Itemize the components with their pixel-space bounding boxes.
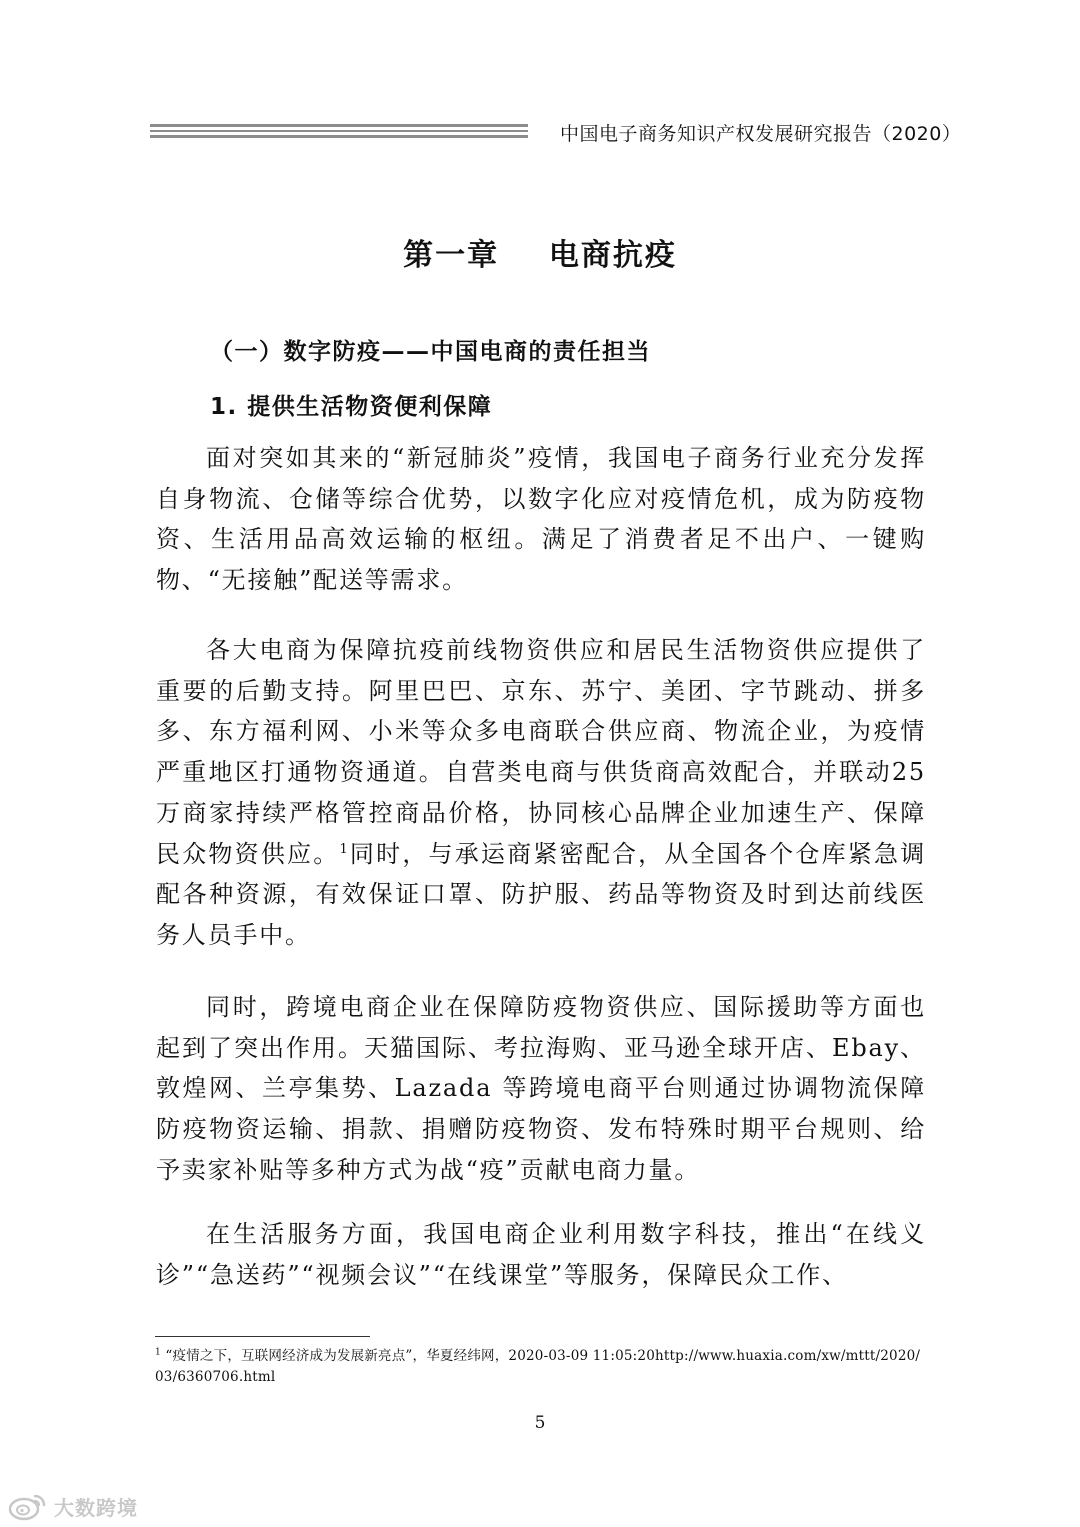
page-number: 5: [534, 1413, 546, 1433]
watermark: [8, 1489, 178, 1523]
footnote-text: “疫情之下，互联网经济成为发展新亮点”，华夏经纬网，2020-03-09 11:05:20http://www.huaxia.com/xw/mttt/2020/03/6360706.html: [155, 1348, 921, 1385]
body-paragraph-3: [156, 987, 926, 1191]
watermark-text: 大数跨境: [54, 1495, 138, 1520]
body-paragraph-4: [156, 1214, 926, 1295]
paragraph-3-text: 同时，跨境电商企业在保障防疫物资供应、国际援助等方面也起到了突出作用。天猫国际、考拉海购、亚马逊全球开店、Ebay、敦煌网、兰亭集势、Lazada 等跨境电商平台则通过协调物流保障防疫物资运输、捐款、捐赠防疫物资、发布特殊时期平台规则、给予卖家补贴等多种方式为战“疫”贡献电商力量。: [156, 993, 926, 1184]
body-paragraph-2: [156, 630, 926, 956]
header-rule: [150, 124, 528, 140]
running-header-title: 中国电子商务知识产权发展研究报告（2020）: [560, 123, 962, 145]
paragraph-4-text: 在生活服务方面，我国电商企业利用数字科技，推出“在线义诊”“急送药”“视频会议”“在线课堂”等服务，保障民众工作、: [156, 1220, 926, 1289]
footnote-divider: [155, 1336, 370, 1337]
subsection-title: 1. 提供生活物资便利保障: [210, 394, 493, 420]
chapter-title: 第一章 电商抗疫: [403, 238, 677, 273]
footnote-reference[interactable]: 1: [339, 841, 350, 857]
paragraph-1-text: 面对突如其来的“新冠肺炎”疫情，我国电子商务行业充分发挥自身物流、仓储等综合优势，以数字化应对疫情危机，成为防疫物资、生活用品高效运输的枢纽。满足了消费者足不出户、一键购物、“无接触”配送等需求。: [156, 444, 926, 595]
footnote: [155, 1346, 925, 1388]
body-paragraph-1: [156, 438, 926, 601]
paragraph-2-text-b: 同时，与承运商紧密配合，从全国各个仓库紧急调配各种资源，有效保证口罩、防护服、药品等物资及时到达前线医务人员手中。: [156, 839, 926, 949]
weibo-logo-icon: [8, 1491, 48, 1521]
footnote-marker: 1: [155, 1347, 161, 1358]
section-title: （一）数字防疫——中国电商的责任担当: [210, 339, 651, 365]
paragraph-2-text-a: 各大电商为保障抗疫前线物资供应和居民生活物资供应提供了重要的后勤支持。阿里巴巴、京东、苏宁、美团、字节跳动、拼多多、东方福利网、小米等众多电商联合供应商、物流企业，为疫情严重地区打通物资通道。自营类电商与供货商高效配合，并联动25万商家持续严格管控商品价格，协同核心品牌企业加速生产、保障民众物资供应。: [156, 636, 926, 868]
